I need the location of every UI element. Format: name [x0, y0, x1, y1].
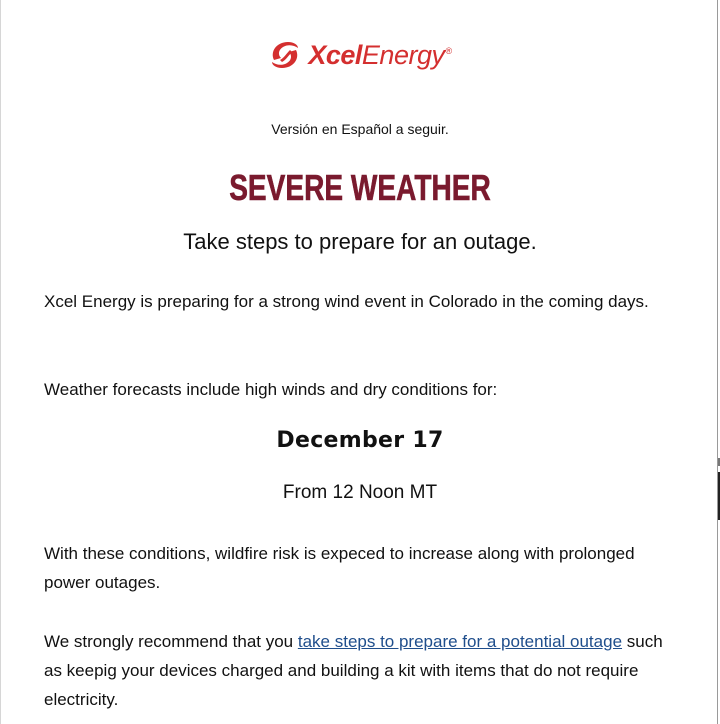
recommendation-text-after: such as keepig your devices charged and building a kit with items that do not require electricity.	[44, 632, 663, 709]
logo-wordmark-xcel: Xcel	[308, 39, 362, 70]
forecast-paragraph: Weather forecasts include high winds and dry conditions for:	[44, 380, 498, 399]
xcel-swirl-icon	[268, 38, 302, 72]
logo-wordmark-energy: Energy	[361, 39, 445, 70]
subheadline: Take steps to prepare for an outage.	[183, 229, 537, 254]
wildfire-risk-paragraph: With these conditions, wildfire risk is expeced to increase along with prolonged power outages.	[44, 544, 635, 592]
xcel-energy-logo	[1, 38, 719, 82]
intro-paragraph: Xcel Energy is preparing for a strong wind event in Colorado in the coming days.	[44, 292, 649, 311]
recommendation-text-before: We strongly recommend that you	[44, 632, 298, 651]
spanish-version-note: Versión en Español a seguir.	[271, 121, 449, 137]
logo-wordmark	[308, 40, 451, 71]
event-date: December 17	[276, 428, 444, 453]
headline: SEVERE WEATHER	[229, 167, 491, 208]
event-time: From 12 Noon MT	[282, 482, 438, 503]
logo-container	[268, 38, 451, 72]
recommendation-paragraph	[44, 627, 684, 714]
prepare-for-outage-link[interactable]: take steps to prepare for a potential outage	[297, 632, 623, 651]
registered-mark: ®	[445, 45, 452, 56]
